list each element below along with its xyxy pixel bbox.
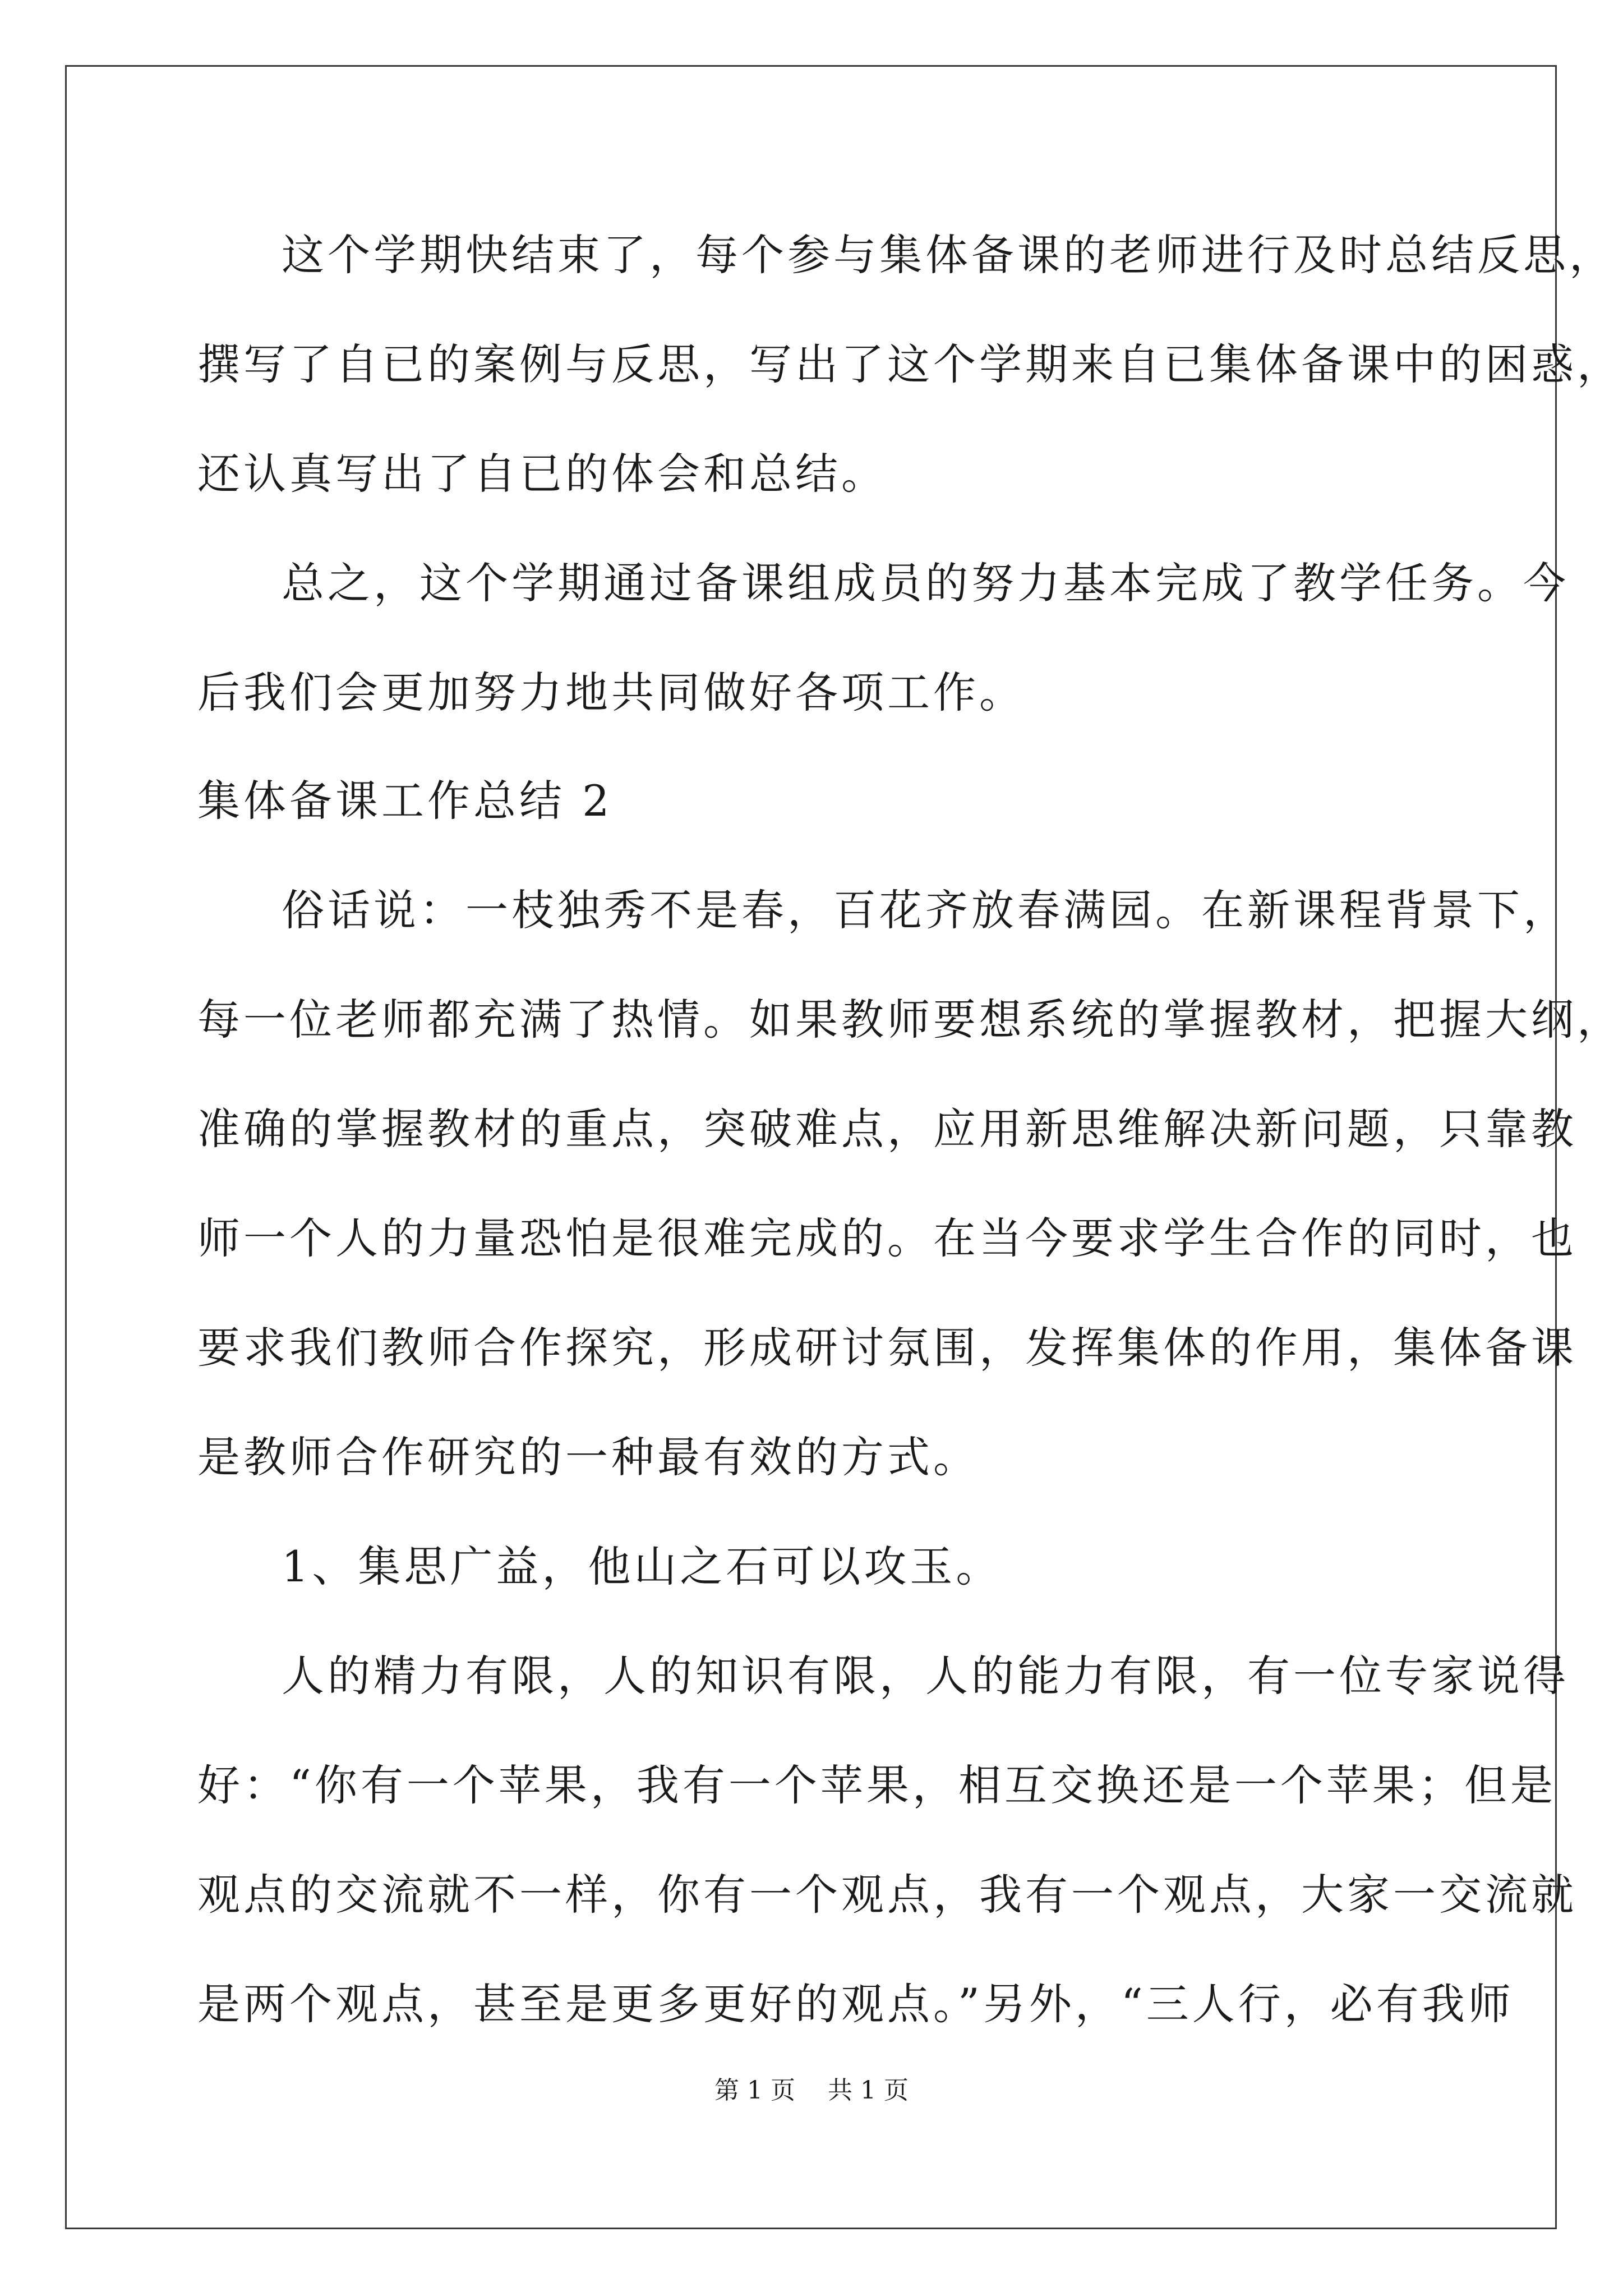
paragraph-line: 要求我们教师合作探究，形成研讨氛围，发挥集体的作用，集体备课 [197,1323,1577,1373]
paragraph-line: 总之，这个学期通过备课组成员的努力基本完成了教学任务。今 [282,558,1569,608]
page-number: 第 1 页 [714,2076,795,2105]
paragraph-line: 好：“你有一个苹果，我有一个苹果，相互交换还是一个苹果；但是 [197,1760,1556,1810]
paragraph-line: 这个学期快结束了，每个参与集体备课的老师进行及时总结反思， [282,230,1615,280]
paragraph-line: 师一个人的力量恐怕是很难完成的。在当今要求学生合作的同时，也 [197,1213,1577,1263]
paragraph-line: 后我们会更加努力地共同做好各项工作。 [197,668,1025,717]
list-item-heading: 1、集思广益，他山之石可以攻玉。 [282,1542,1002,1591]
paragraph-line: 观点的交流就不一样，你有一个观点，我有一个观点，大家一交流就 [197,1870,1577,1920]
paragraph-line: 是教师合作研究的一种最有效的方式。 [197,1432,979,1482]
page-total: 共 1 页 [828,2076,909,2105]
paragraph-line: 还认真写出了自已的体会和总结。 [197,449,887,499]
paragraph-line: 人的精力有限，人的知识有限，人的能力有限，有一位专家说得 [282,1651,1569,1701]
paragraph-line: 准确的掌握教材的重点，突破难点，应用新思维解决新问题，只靠教 [197,1104,1577,1154]
page-footer [0,2070,1623,2106]
paragraph-line: 每一位老师都充满了热情。如果教师要想系统的掌握教材，把握大纲， [197,995,1623,1045]
paragraph-line: 是两个观点，甚至是更多更好的观点。”另外，“三人行，必有我师 [197,1979,1514,2029]
section-heading: 集体备课工作总结 2 [197,776,613,826]
paragraph-line: 撰写了自已的案例与反思，写出了这个学期来自已集体备课中的困惑， [197,339,1623,389]
paragraph-line: 俗话说：一枝独秀不是春，百花齐放春满园。在新课程背景下， [282,885,1569,935]
